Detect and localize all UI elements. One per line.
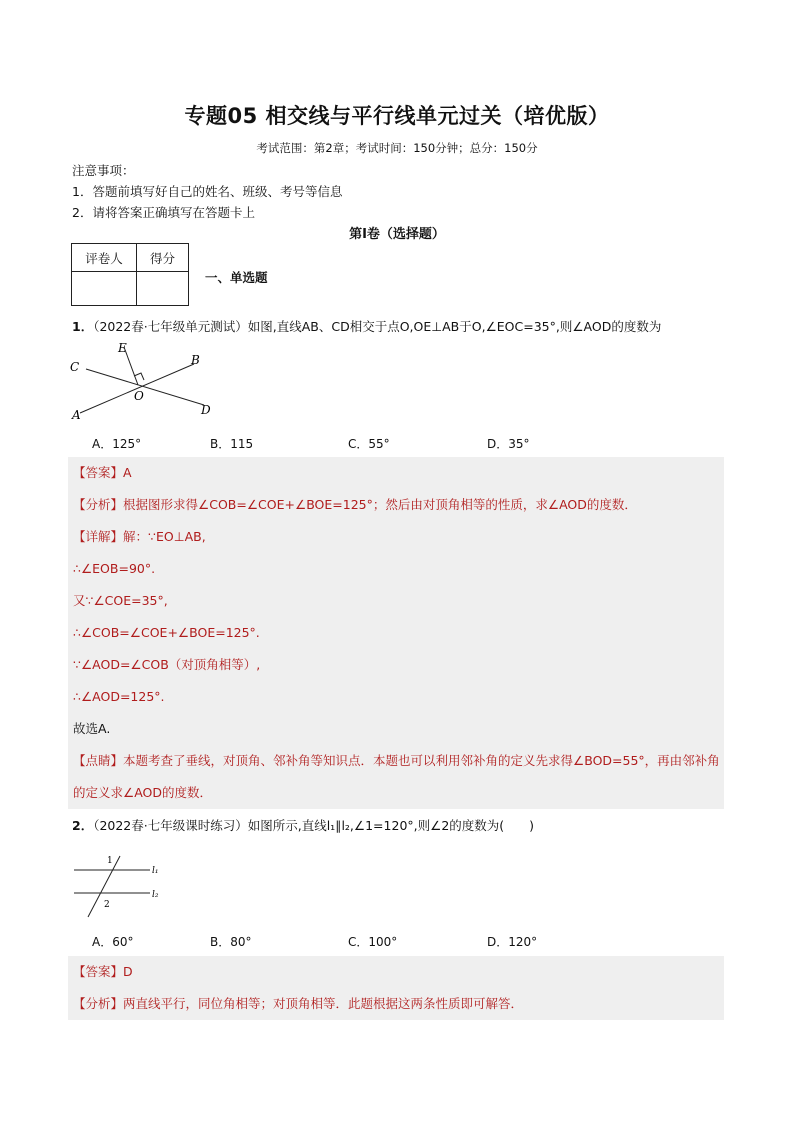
question-2-figure — [70, 848, 180, 920]
answer-value: D — [123, 964, 133, 979]
detail-line: ∵∠AOD=∠COB（对顶角相等）, — [73, 657, 261, 672]
score-table-cell-score — [137, 272, 189, 306]
analysis-tag: 【分析】 — [73, 497, 124, 512]
question-1-comment — [68, 745, 724, 809]
question-1-analysis — [68, 489, 724, 521]
detail-line: 解：∵EO⊥AB, — [123, 529, 206, 544]
exam-info: 考试范围：第2章；考试时间：150分钟；总分：150分 — [256, 141, 538, 155]
answer-tag: 【答案】 — [73, 465, 124, 480]
notes-heading: 注意事项： — [72, 163, 135, 178]
part-title: 一、单选题 — [205, 270, 268, 285]
question-1-detail — [68, 521, 724, 553]
question-2-option-c[interactable]: C．100° — [348, 935, 398, 949]
label-l2: l₂ — [152, 890, 159, 900]
analysis-tag: 【分析】 — [73, 996, 124, 1011]
note-item-2: 2．请将答案正确填写在答题卡上 — [72, 205, 255, 220]
question-2-solution — [68, 956, 724, 1020]
detail-line: ∴∠AOD=125°. — [73, 689, 165, 704]
question-1-number: 1． — [72, 319, 94, 334]
choose-line: 故选A. — [73, 721, 111, 736]
answer-tag: 【答案】 — [73, 964, 124, 979]
analysis-text: 两直线平行，同位角相等；对顶角相等．此题根据这两条性质即可解答． — [123, 996, 524, 1011]
label-B: B — [191, 353, 200, 367]
label-D: D — [201, 403, 211, 417]
note-item-1: 1．答题前填写好自己的姓名、班级、考号等信息 — [72, 184, 343, 199]
question-1 — [72, 317, 661, 335]
comment-tag: 【点睛】 — [73, 753, 124, 768]
label-C: C — [70, 360, 80, 374]
question-2-text: （2022春·七年级课时练习）如图所示,直线l₁∥l₂,∠1=120°,则∠2的度数为( ) — [93, 818, 535, 833]
score-table — [71, 243, 189, 306]
question-2-answer — [68, 956, 724, 988]
question-1-option-b[interactable]: B．115 — [210, 437, 254, 451]
score-table-cell-grader — [72, 272, 137, 306]
question-1-option-c[interactable]: C．55° — [348, 437, 390, 451]
answer-value: A — [123, 465, 132, 480]
comment-text: 本题考查了垂线，对顶角、邻补角等知识点．本题也可以利用邻补角的定义先求得∠BOD=55°，再由邻补角的定义求∠AOD的度数． — [73, 753, 720, 800]
question-2-option-a[interactable]: A．60° — [92, 935, 134, 949]
label-E: E — [118, 341, 127, 355]
question-2 — [72, 816, 534, 834]
question-2-analysis — [68, 988, 724, 1020]
detail-line: 又∵∠COE=35°, — [73, 593, 168, 608]
question-1-text: （2022春·七年级单元测试）如图,直线AB、CD相交于点O,OE⊥AB于O,∠EOC=35°,则∠AOD的度数为 — [93, 319, 662, 334]
question-1-figure — [64, 336, 224, 422]
label-O: O — [134, 389, 144, 403]
question-2-option-b[interactable]: B．80° — [210, 935, 252, 949]
question-1-option-a[interactable]: A．125° — [92, 437, 142, 451]
question-2-number: 2． — [72, 818, 94, 833]
label-l1: l₁ — [152, 866, 159, 876]
analysis-text: 根据图形求得∠COB=∠COE+∠BOE=125°；然后由对顶角相等的性质，求∠AOD的度数． — [123, 497, 637, 512]
question-1-option-d[interactable]: D．35° — [487, 437, 530, 451]
angle-2-label: 2 — [104, 900, 110, 910]
question-2-option-d[interactable]: D．120° — [487, 935, 538, 949]
score-table-header-grader: 评卷人 — [72, 244, 137, 272]
score-table-header-score: 得分 — [137, 244, 189, 272]
detail-line: ∴∠COB=∠COE+∠BOE=125°. — [73, 625, 260, 640]
question-1-answer — [68, 457, 724, 489]
angle-1-label: 1 — [107, 856, 113, 866]
page-title: 专题05 相交线与平行线单元过关（培优版） — [184, 104, 610, 128]
detail-line: ∴∠EOB=90°. — [73, 561, 156, 576]
line-CD — [86, 369, 204, 405]
section-title: 第I卷（选择题） — [349, 227, 445, 242]
label-A: A — [72, 408, 81, 422]
detail-tag: 【详解】 — [73, 529, 124, 544]
question-1-solution — [68, 457, 724, 809]
